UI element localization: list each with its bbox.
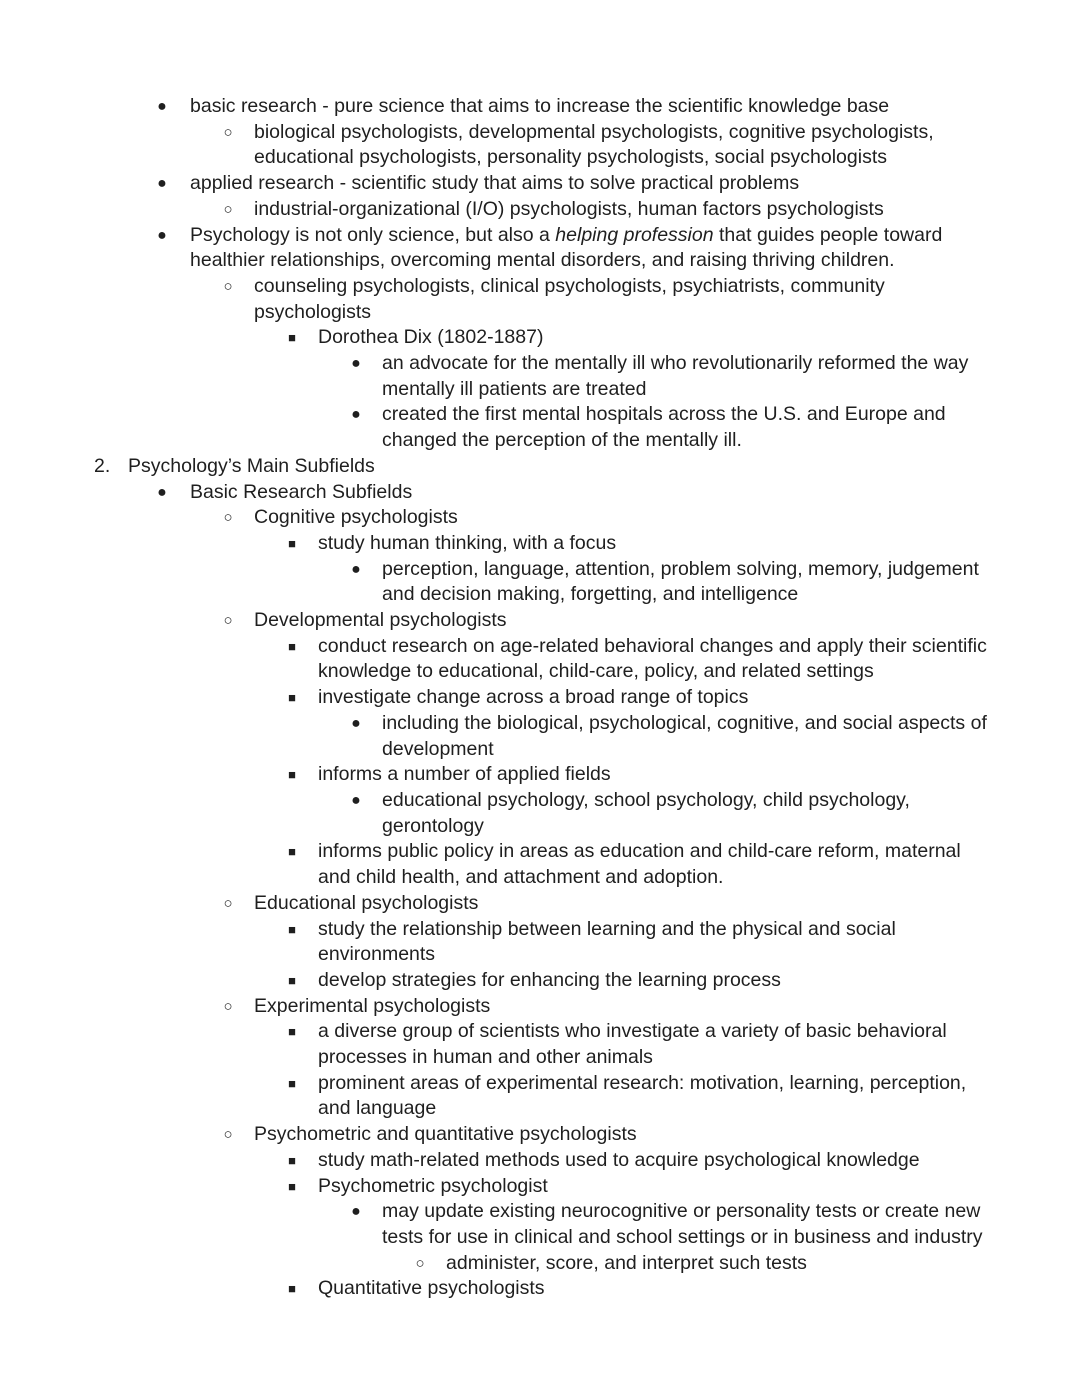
text-run: Psychology is not only science, but also a (190, 223, 556, 246)
list-item (0, 1174, 1080, 1200)
section-number: 2. (94, 454, 111, 477)
list-item-text: Psychometric psychologist (318, 1174, 548, 1197)
list-item-text: an advocate for the mentally ill who revolutionarily reformed the way mentally ill patients are treated (382, 352, 969, 400)
text-run: that guides people toward healthier relationships, overcoming mental disorders, and raising thriving children. (190, 223, 943, 272)
square-bullet-icon: ■ (288, 1024, 296, 1040)
list-item-text: Developmental psychologists (254, 609, 507, 632)
square-bullet-icon: ■ (288, 1152, 296, 1168)
list-item (0, 1019, 1080, 1070)
list-item-text: a diverse group of scientists who investigate a variety of basic behavioral processes in human and other animals (318, 1020, 947, 1069)
list-item-text: Cognitive psychologists (254, 506, 458, 529)
square-bullet-icon: ■ (288, 921, 296, 937)
document-page (0, 94, 1080, 1302)
list-item (0, 223, 1080, 274)
list-item-text: created the first mental hospitals across the U.S. and Europe and changed the perception of the mentally ill. (382, 403, 946, 452)
list-item (0, 325, 1080, 351)
square-bullet-icon: ■ (288, 844, 296, 860)
list-item (0, 94, 1080, 120)
list-item-text: Dorothea Dix (1802-1887) (318, 326, 544, 349)
list-item-text: including the biological, psychological, cognitive, and social aspects of development (382, 711, 987, 760)
bullet-icon: ● (157, 175, 167, 193)
hollow-bullet-icon: ○ (223, 997, 233, 1015)
list-item-text: perception, language, attention, problem solving, memory, judgement and decision making, forgetting, and intelligence (382, 557, 979, 606)
list-item (0, 402, 1080, 453)
bullet-icon: ● (351, 791, 361, 809)
bullet-icon: ● (351, 1203, 361, 1221)
square-bullet-icon: ■ (288, 1075, 296, 1091)
list-item (0, 608, 1080, 634)
list-item (0, 557, 1080, 608)
list-item (0, 1122, 1080, 1148)
hollow-bullet-icon: ○ (223, 277, 233, 295)
list-item (0, 839, 1080, 890)
list-item-text: Experimental psychologists (254, 994, 491, 1017)
list-item (0, 762, 1080, 788)
hollow-bullet-icon: ○ (223, 894, 233, 912)
list-item (0, 711, 1080, 762)
list-item (0, 685, 1080, 711)
list-item-text: study the relationship between learning and the physical and social environments (318, 917, 896, 966)
bullet-icon: ● (351, 406, 361, 424)
square-bullet-icon: ■ (288, 638, 296, 654)
hollow-bullet-icon: ○ (223, 612, 233, 630)
bullet-icon: ● (351, 560, 361, 578)
list-item (0, 120, 1080, 171)
hollow-bullet-icon: ○ (223, 200, 233, 218)
list-item (0, 1199, 1080, 1250)
section-title: Psychology’s Main Subfields (128, 454, 375, 477)
list-item-text: Basic Research Subfields (190, 480, 413, 503)
square-bullet-icon: ■ (288, 690, 296, 706)
list-item-text: industrial-organizational (I/O) psychologists, human factors psychologists (254, 197, 884, 220)
list-item-text: Psychometric and quantitative psychologists (254, 1123, 637, 1146)
bullet-icon: ● (157, 98, 167, 115)
list-item-text (190, 223, 960, 274)
list-item (0, 1071, 1080, 1122)
list-item (0, 480, 1080, 506)
list-item-text: study math-related methods used to acquire psychological knowledge (318, 1148, 920, 1171)
list-item (0, 197, 1080, 223)
list-item (0, 917, 1080, 968)
list-item (0, 968, 1080, 994)
list-item-text: investigate change across a broad range of topics (318, 686, 749, 709)
list-item-text: biological psychologists, developmental psychologists, cognitive psychologists, educational psychologists, personality psychologists, social psychologists (254, 120, 934, 169)
list-item-text: study human thinking, with a focus (318, 531, 617, 554)
bullet-icon: ● (157, 226, 167, 244)
list-item (0, 274, 1080, 325)
list-item (0, 891, 1080, 917)
square-bullet-icon: ■ (288, 1178, 296, 1194)
list-item (0, 634, 1080, 685)
section-heading (0, 454, 1080, 480)
list-item (0, 1148, 1080, 1174)
square-bullet-icon: ■ (288, 535, 296, 551)
hollow-bullet-icon: ○ (223, 509, 233, 527)
square-bullet-icon: ■ (288, 972, 296, 988)
list-item-text: conduct research on age-related behavioral changes and apply their scientific knowledge to educational, child-care, policy, and related settings (318, 634, 987, 683)
bullet-icon: ● (351, 355, 361, 373)
list-item-text: basic research - pure science that aims to increase the scientific knowledge base (190, 95, 890, 117)
list-item-text: prominent areas of experimental research: motivation, learning, perception, and language (318, 1071, 967, 1120)
list-item-text: administer, score, and interpret such tests (446, 1251, 807, 1274)
list-item-text: develop strategies for enhancing the learning process (318, 968, 781, 991)
list-item-text: Educational psychologists (254, 891, 479, 914)
list-item-text: educational psychology, school psychology, child psychology, gerontology (382, 788, 910, 837)
square-bullet-icon: ■ (288, 330, 296, 346)
list-item-text: Quantitative psychologists (318, 1277, 545, 1300)
list-item (0, 171, 1080, 197)
list-item-text: counseling psychologists, clinical psychologists, psychiatrists, community psychologists (254, 274, 885, 323)
list-item-text: informs a number of applied fields (318, 763, 611, 786)
list-item (0, 351, 1080, 402)
list-item (0, 505, 1080, 531)
italic-term: helping profession (555, 223, 714, 246)
list-item (0, 1276, 1080, 1302)
hollow-bullet-icon: ○ (415, 1254, 425, 1272)
list-item-text: informs public policy in areas as education and child-care reform, maternal and child health, and attachment and adoption. (318, 840, 961, 889)
list-item-text: applied research - scientific study that aims to solve practical problems (190, 172, 800, 195)
list-item (0, 531, 1080, 557)
list-item-text: may update existing neurocognitive or personality tests or create new tests for use in clinical and school settings or in business and industry (382, 1200, 983, 1248)
hollow-bullet-icon: ○ (223, 123, 233, 141)
square-bullet-icon: ■ (288, 1281, 296, 1297)
list-item (0, 1251, 1080, 1277)
hollow-bullet-icon: ○ (223, 1126, 233, 1144)
list-item (0, 994, 1080, 1020)
bullet-icon: ● (157, 483, 167, 501)
square-bullet-icon: ■ (288, 767, 296, 783)
list-item (0, 788, 1080, 839)
bullet-icon: ● (351, 714, 361, 732)
